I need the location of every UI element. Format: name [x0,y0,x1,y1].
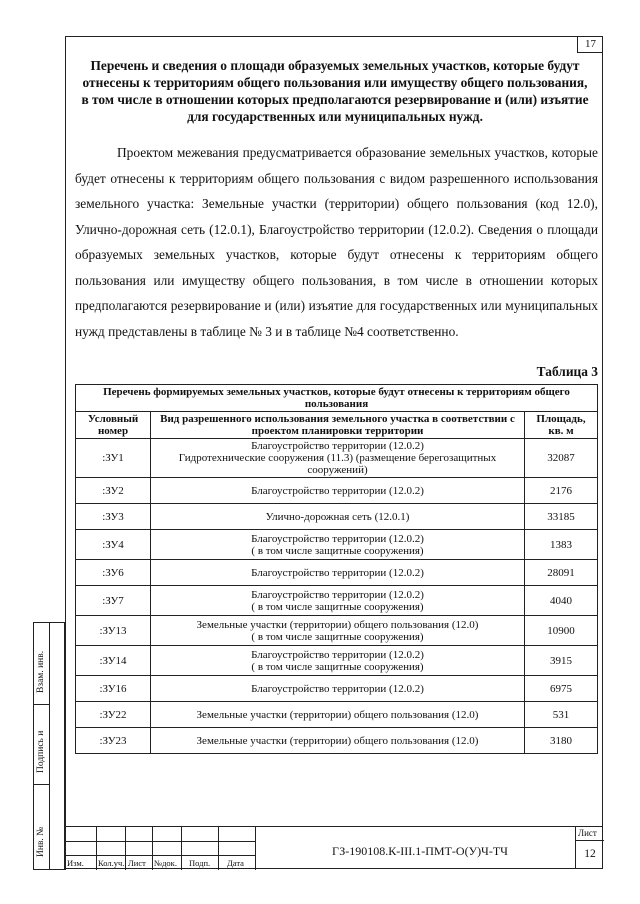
cell-id: :ЗУ3 [76,504,151,530]
document-code: ГЗ-190108.К-III.1-ПМТ-О(У)Ч-ТЧ [332,844,508,858]
cell-use [151,616,525,646]
cell-use-line: Благоустройство территории (12.0.2) [251,648,424,661]
grid-line [152,827,153,870]
cell-area: 2176 [525,478,598,504]
col-list: Лист [128,858,146,868]
cell-use [151,702,525,728]
cell-use-line: Благоустройство территории (12.0.2) [251,588,424,601]
cell-id: :ЗУ23 [76,728,151,754]
cell-area: 10900 [525,616,598,646]
cell-use [151,676,525,702]
sheet-label: Лист [578,828,597,838]
cell-use-line: ( в том числе защитные сооружения) [251,544,424,557]
table-row [76,676,598,702]
sheet-separator [576,840,604,841]
cell-id: :ЗУ6 [76,560,151,586]
header-area: Площадь, кв. м [525,412,598,439]
col-koluch: Кол.уч. [98,858,125,868]
table-row [76,504,598,530]
cell-use-line: Благоустройство территории (12.0.2) [251,682,424,695]
grid-line [181,827,182,870]
col-izm: Изм. [67,858,84,868]
cell-use-line: Земельные участки (территории) общего пользования (12.0) [196,734,479,747]
cell-id: :ЗУ16 [76,676,151,702]
cell-area: 3180 [525,728,598,754]
table-row [76,728,598,754]
table-row [76,646,598,676]
cell-area: 28091 [525,560,598,586]
col-podp: Подп. [189,858,211,868]
cell-use-line: ( в том числе защитные сооружения) [251,660,424,673]
sheet-box [575,826,603,869]
cell-use-line: ( в том числе защитные сооружения) [251,630,424,643]
grid-line [125,827,126,870]
cell-area: 531 [525,702,598,728]
table-row [76,560,598,586]
table-row [76,439,598,478]
side-label-2: Подпись и [36,730,46,773]
cell-id: :ЗУ4 [76,530,151,560]
cell-use-line: Благоустройство территории (12.0.2) [251,484,424,497]
cell-id: :ЗУ2 [76,478,151,504]
cell-use-line: Благоустройство территории (12.0.2) [251,532,424,545]
cell-use-line: Гидротехнические сооружения (11.3) (размещение берегозащитных сооружений) [178,452,497,476]
cell-use-line: Улично-дорожная сеть (12.0.1) [265,510,410,523]
table-row [76,530,598,560]
cell-area: 32087 [525,439,598,478]
cell-use [151,560,525,586]
cell-use [151,439,525,478]
table-body [76,439,598,754]
side-label-1: Взам. инв. [36,650,46,693]
col-data: Дата [227,858,244,868]
grid-line [65,855,255,856]
cell-use [151,530,525,560]
grid-line [65,841,255,842]
grid-line [218,827,219,870]
cell-area: 33185 [525,504,598,530]
table-row [76,702,598,728]
page-number-top: 17 [577,36,603,53]
cell-use [151,646,525,676]
cell-use [151,728,525,754]
cell-use-line: ( в том числе защитные сооружения) [251,600,424,613]
header-id: Условный номер [76,412,151,439]
title-block-grid [65,827,255,870]
side-stamp [33,622,65,870]
land-plots-table [75,384,598,754]
cell-use-line: Благоустройство территории (12.0.2) [251,440,424,452]
body-paragraph: Проектом межевания предусматривается образование земельных участков, которые будет отнесены к территориям общего пользования с видом разрешенного использования земельного участка: Земельные участки (территории) общего пользования (код 12.0), Улично-дорожная сеть (12.0.1), Благоустройство территории (12.0.2). Сведения о площади образуемых земельных участков, которые будут отнесены к территориям общего пользования или имуществу общего пользования, в том числе в отношении которых предполагаются резервирование и (или) изъятие для государственных или муниципальных нужд представлены в таблице № 3 и в таблице №4 соответственно. [75,145,598,339]
cell-id: :ЗУ22 [76,702,151,728]
cell-id: :ЗУ1 [76,439,151,478]
table-row [76,586,598,616]
cell-use-line: Земельные участки (территории) общего пользования (12.0) [196,618,479,631]
cell-use-line: Благоустройство территории (12.0.2) [251,566,424,579]
cell-id: :ЗУ7 [76,586,151,616]
cell-id: :ЗУ14 [76,646,151,676]
section-heading: Перечень и сведения о площади образуемых земельных участков, которые будут отнесены к территориям общего пользования или имуществу общего пользования, в том числе в отношении которых предполагаются резервирование и (или) изъятие для государственных или муниципальных нужд. [81,58,589,124]
col-ndok: №док. [154,858,177,868]
header-use: Вид разрешенного использования земельного участка в соответствии с проектом планировки территории [151,412,525,439]
grid-line [96,827,97,870]
cell-use [151,478,525,504]
cell-id: :ЗУ13 [76,616,151,646]
cell-use [151,586,525,616]
table-row [76,616,598,646]
cell-use [151,504,525,530]
table-row [76,478,598,504]
cell-area: 6975 [525,676,598,702]
cell-area: 4040 [525,586,598,616]
table-caption: Таблица 3 [536,364,598,379]
cell-area: 1383 [525,530,598,560]
table-title: Перечень формируемых земельных участков, которые будут отнесены к территориям общего пользования [76,385,598,412]
cell-area: 3915 [525,646,598,676]
side-label-3: Инв. № [36,826,46,857]
cell-use-line: Земельные участки (территории) общего пользования (12.0) [196,708,479,721]
grid-line [65,827,66,870]
sheet-number: 12 [584,848,596,860]
grid-line [255,827,256,870]
